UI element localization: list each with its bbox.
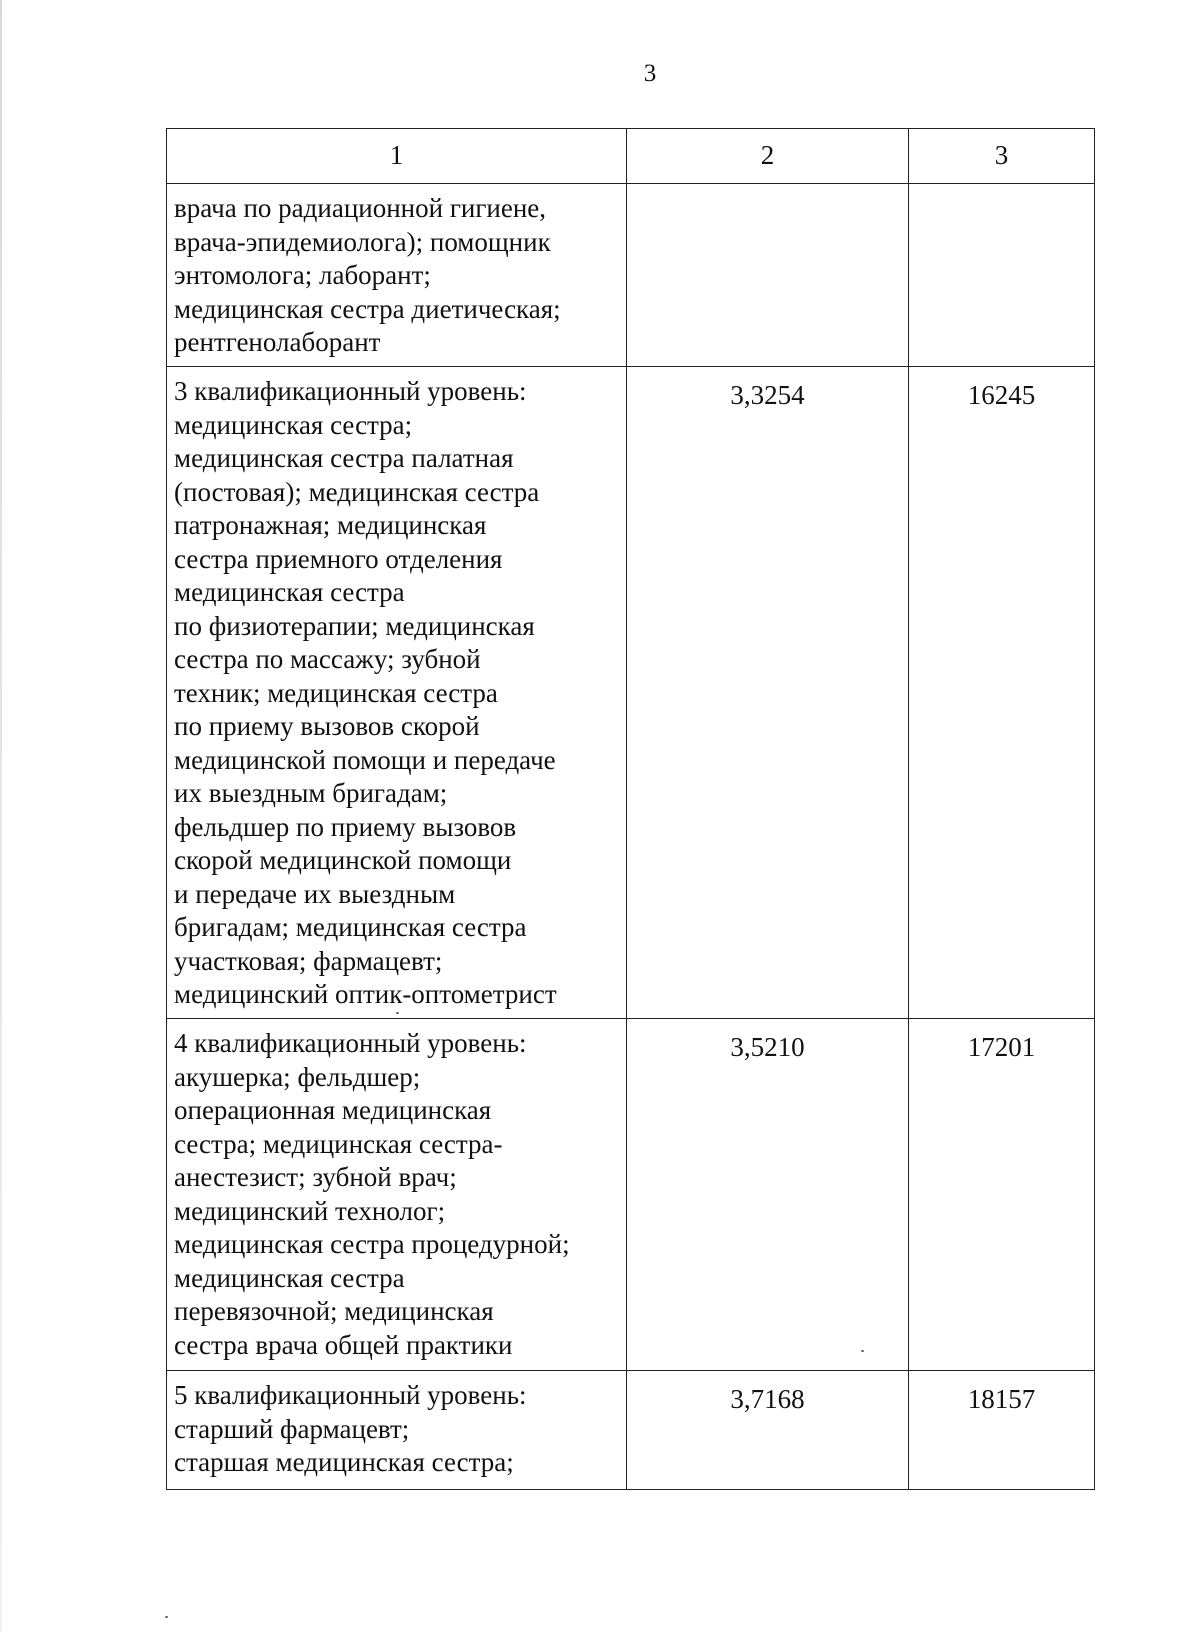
text-line: анестезист; зубной врач; bbox=[174, 1162, 457, 1192]
amount-cell bbox=[909, 184, 1095, 367]
text-line: врача по радиационной гигиене, bbox=[174, 193, 547, 223]
coefficient-cell bbox=[627, 184, 909, 367]
text-line: и передаче их выездным bbox=[174, 878, 456, 909]
text-line: скорой медицинской помощи bbox=[174, 845, 512, 875]
amount-cell: 17201 bbox=[909, 1019, 1095, 1371]
text-line: сестра приемного отделения bbox=[174, 543, 503, 574]
position-list-cell bbox=[167, 1371, 627, 1490]
column-header-2: 2 bbox=[627, 129, 909, 184]
text-line: операционная медицинская bbox=[174, 1095, 492, 1125]
text-line: техник; медицинская сестра bbox=[174, 677, 498, 708]
text-line: патронажная; медицинская bbox=[174, 510, 487, 540]
text-line: медицинская сестра bbox=[174, 1262, 405, 1293]
scan-edge-shadow bbox=[0, 0, 2, 1632]
text-line: медицинская сестра диетическая; bbox=[174, 293, 561, 324]
scan-speck bbox=[165, 1616, 168, 1618]
coefficient-cell: 3,7168 bbox=[627, 1371, 909, 1490]
amount-cell: 16245 bbox=[909, 367, 1095, 1019]
page-number: 3 bbox=[643, 60, 657, 87]
scan-speck bbox=[396, 1012, 399, 1014]
position-list-cell bbox=[167, 184, 627, 367]
text-line: медицинский технолог; bbox=[174, 1195, 446, 1226]
text-line: медицинская сестра процедурной; bbox=[174, 1229, 570, 1259]
text-line: старшая медицинская сестра; bbox=[174, 1447, 514, 1477]
text-line: акушерка; фельдшер; bbox=[174, 1061, 421, 1092]
table-row-level-5 bbox=[167, 1371, 1095, 1490]
scan-speck bbox=[861, 1350, 864, 1352]
salary-table bbox=[166, 128, 1095, 1490]
text-line: энтомолога; лаборант; bbox=[174, 260, 431, 290]
coefficient-cell: 3,5210 bbox=[627, 1019, 909, 1371]
text-line: 5 квалификационный уровень: bbox=[174, 1380, 527, 1410]
text-line: старший фармацевт; bbox=[174, 1413, 410, 1444]
text-line: медицинской помощи и передаче bbox=[174, 744, 556, 775]
text-line: медицинская сестра; bbox=[174, 409, 413, 440]
position-list-cell bbox=[167, 1019, 627, 1371]
text-line: сестра по массажу; зубной bbox=[174, 644, 481, 674]
text-line: 3 квалификационный уровень: bbox=[174, 376, 527, 406]
text-line: (постовая); медицинская сестра bbox=[174, 476, 540, 507]
text-line: медицинский оптик-оптометрист bbox=[174, 979, 557, 1009]
text-line: по приему вызовов скорой bbox=[174, 711, 480, 741]
text-line: врача-эпидемиолога); помощник bbox=[174, 226, 551, 257]
column-header-1: 1 bbox=[167, 129, 627, 184]
table-row-level-4 bbox=[167, 1019, 1095, 1371]
text-line: сестра врача общей практики bbox=[174, 1329, 513, 1360]
text-line: бригадам; медицинская сестра bbox=[174, 912, 527, 942]
table-row-level-3 bbox=[167, 367, 1095, 1019]
table-row-continuation bbox=[167, 184, 1095, 367]
text-line: фельдшер по приему вызовов bbox=[174, 811, 517, 842]
text-line: по физиотерапии; медицинская bbox=[174, 610, 535, 641]
text-line: перевязочной; медицинская bbox=[174, 1296, 494, 1326]
coefficient-cell: 3,3254 bbox=[627, 367, 909, 1019]
text-line: медицинская сестра палатная bbox=[174, 443, 514, 473]
position-list-cell bbox=[167, 367, 627, 1019]
text-line: участковая; фармацевт; bbox=[174, 945, 443, 976]
text-line: 4 квалификационный уровень: bbox=[174, 1028, 527, 1058]
column-header-3: 3 bbox=[909, 129, 1095, 184]
amount-cell: 18157 bbox=[909, 1371, 1095, 1490]
text-line: их выездным бригадам; bbox=[174, 778, 448, 808]
text-line: сестра; медицинская сестра- bbox=[174, 1128, 503, 1159]
text-line: медицинская сестра bbox=[174, 577, 405, 607]
text-line: рентгенолаборант bbox=[174, 327, 381, 357]
table-header-row bbox=[167, 129, 1095, 184]
